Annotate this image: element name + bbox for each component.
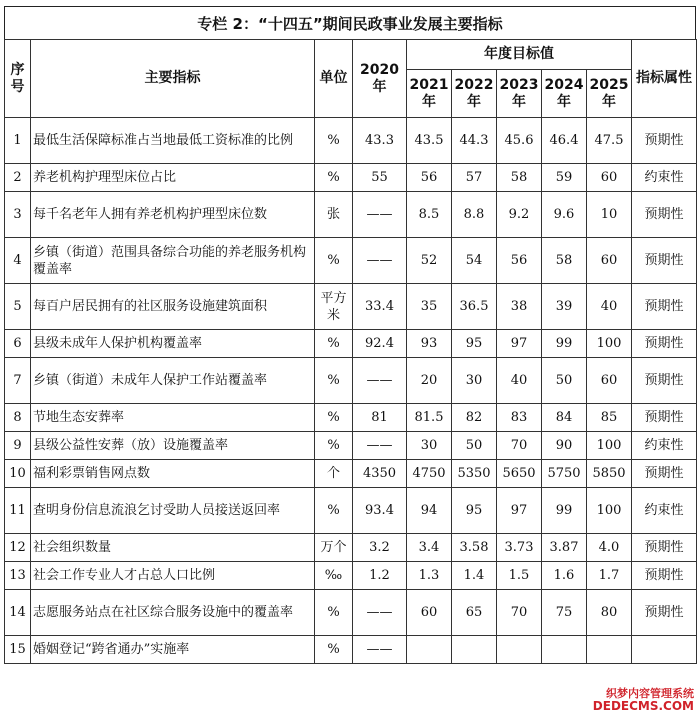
table-row [5, 534, 697, 562]
cell-2025: 100 [587, 432, 632, 460]
header-year-2025: 2025 年 [587, 70, 632, 118]
cell-2021: 30 [407, 432, 452, 460]
cell-unit: % [315, 590, 353, 636]
cell-2020: —— [353, 238, 407, 284]
cell-indicator: 县级公益性安葬（放）设施覆盖率 [31, 432, 315, 460]
cell-attribute: 预期性 [632, 562, 697, 590]
cell-2021: 56 [407, 164, 452, 192]
table-row [5, 330, 697, 358]
cell-2025: 100 [587, 330, 632, 358]
cell-2024: 99 [542, 330, 587, 358]
cell-2021: 8.5 [407, 192, 452, 238]
cell-2021 [407, 636, 452, 664]
table-row [5, 238, 697, 284]
cell-2024: 9.6 [542, 192, 587, 238]
cell-2025: 5850 [587, 460, 632, 488]
cell-indicator: 最低生活保障标准占当地最低工资标准的比例 [31, 118, 315, 164]
header-indicator: 主要指标 [31, 40, 315, 118]
cell-2025: 40 [587, 284, 632, 330]
cell-2023: 83 [497, 404, 542, 432]
cell-2021: 3.4 [407, 534, 452, 562]
cell-2020: —— [353, 590, 407, 636]
header-target-group: 年度目标值 [407, 40, 632, 70]
cell-2023: 97 [497, 330, 542, 358]
header-year-2021: 2021 年 [407, 70, 452, 118]
cell-2021: 1.3 [407, 562, 452, 590]
table-row [5, 164, 697, 192]
cell-2024: 50 [542, 358, 587, 404]
cell-2024: 59 [542, 164, 587, 192]
cell-2020: —— [353, 432, 407, 460]
cell-seq: 3 [5, 192, 31, 238]
cell-2022: 57 [452, 164, 497, 192]
cell-attribute: 预期性 [632, 358, 697, 404]
cell-2020: —— [353, 192, 407, 238]
watermark-line1: 织梦内容管理系统 [606, 687, 694, 700]
cell-seq: 4 [5, 238, 31, 284]
cell-2025: 47.5 [587, 118, 632, 164]
cell-2021: 52 [407, 238, 452, 284]
cell-unit: 个 [315, 460, 353, 488]
cell-2023: 5650 [497, 460, 542, 488]
table-row [5, 590, 697, 636]
cell-unit: % [315, 636, 353, 664]
cell-seq: 8 [5, 404, 31, 432]
cell-2024: 99 [542, 488, 587, 534]
cell-2021: 94 [407, 488, 452, 534]
cell-2022: 8.8 [452, 192, 497, 238]
cell-2024: 39 [542, 284, 587, 330]
cell-unit: % [315, 330, 353, 358]
cell-2022: 50 [452, 432, 497, 460]
header-attribute: 指标属性 [632, 40, 697, 118]
cell-2020: 55 [353, 164, 407, 192]
cell-seq: 9 [5, 432, 31, 460]
cell-attribute: 预期性 [632, 238, 697, 284]
cell-attribute: 预期性 [632, 534, 697, 562]
cell-2025: 1.7 [587, 562, 632, 590]
cell-2023: 58 [497, 164, 542, 192]
cell-indicator: 县级未成年人保护机构覆盖率 [31, 330, 315, 358]
cell-seq: 2 [5, 164, 31, 192]
cell-attribute: 约束性 [632, 488, 697, 534]
table-row [5, 460, 697, 488]
cell-2024: 84 [542, 404, 587, 432]
cell-indicator: 志愿服务站点在社区综合服务设施中的覆盖率 [31, 590, 315, 636]
cell-seq: 14 [5, 590, 31, 636]
cell-2020: —— [353, 358, 407, 404]
cell-2025: 80 [587, 590, 632, 636]
header-unit: 单位 [315, 40, 353, 118]
cell-2020: 81 [353, 404, 407, 432]
cell-2023: 70 [497, 590, 542, 636]
cell-2023: 97 [497, 488, 542, 534]
cell-indicator: 养老机构护理型床位占比 [31, 164, 315, 192]
table-title: 专栏 2：“十四五”期间民政事业发展主要指标 [4, 6, 696, 39]
cell-2022: 3.58 [452, 534, 497, 562]
cell-attribute: 预期性 [632, 404, 697, 432]
cell-seq: 1 [5, 118, 31, 164]
cell-indicator: 每百户居民拥有的社区服务设施建筑面积 [31, 284, 315, 330]
cell-attribute: 预期性 [632, 284, 697, 330]
cell-2025: 10 [587, 192, 632, 238]
cell-2022: 54 [452, 238, 497, 284]
cell-unit: 张 [315, 192, 353, 238]
watermark-line2: DEDECMS.COM [592, 699, 694, 713]
cell-2020: 4350 [353, 460, 407, 488]
cell-2024: 58 [542, 238, 587, 284]
cell-indicator: 节地生态安葬率 [31, 404, 315, 432]
cell-2025: 60 [587, 238, 632, 284]
table-row [5, 562, 697, 590]
table-row [5, 488, 697, 534]
header-seq: 序号 [5, 40, 31, 118]
cell-2023: 56 [497, 238, 542, 284]
cell-2024: 1.6 [542, 562, 587, 590]
cell-seq: 10 [5, 460, 31, 488]
cell-2022: 30 [452, 358, 497, 404]
cell-2024 [542, 636, 587, 664]
cell-2020: 43.3 [353, 118, 407, 164]
table-row [5, 358, 697, 404]
cell-indicator: 社会工作专业人才占总人口比例 [31, 562, 315, 590]
header-year-2022: 2022 年 [452, 70, 497, 118]
cell-2025 [587, 636, 632, 664]
cell-unit: % [315, 488, 353, 534]
table-row [5, 118, 697, 164]
cell-2022: 95 [452, 330, 497, 358]
cell-indicator: 福利彩票销售网点数 [31, 460, 315, 488]
cell-unit: ‰ [315, 562, 353, 590]
table-row [5, 192, 697, 238]
cell-seq: 6 [5, 330, 31, 358]
cell-seq: 11 [5, 488, 31, 534]
table-row [5, 284, 697, 330]
cell-2025: 60 [587, 164, 632, 192]
cell-2022 [452, 636, 497, 664]
table-row [5, 404, 697, 432]
cell-attribute: 约束性 [632, 164, 697, 192]
cell-2023: 38 [497, 284, 542, 330]
cell-2024: 90 [542, 432, 587, 460]
table-body [5, 118, 697, 664]
indicator-table [4, 39, 697, 664]
cell-unit: % [315, 404, 353, 432]
cell-unit: % [315, 118, 353, 164]
cell-unit: % [315, 238, 353, 284]
header-2020: 2020 年 [353, 40, 407, 118]
cell-unit: % [315, 164, 353, 192]
cell-indicator: 婚姻登记“跨省通办”实施率 [31, 636, 315, 664]
cell-unit: 万个 [315, 534, 353, 562]
cell-2021: 35 [407, 284, 452, 330]
cell-attribute: 预期性 [632, 460, 697, 488]
cell-2022: 36.5 [452, 284, 497, 330]
cell-2020: 1.2 [353, 562, 407, 590]
cell-2024: 3.87 [542, 534, 587, 562]
cell-attribute: 约束性 [632, 432, 697, 460]
cell-attribute [632, 636, 697, 664]
cell-2021: 81.5 [407, 404, 452, 432]
cell-2024: 75 [542, 590, 587, 636]
cell-indicator: 乡镇（街道）范围具备综合功能的养老服务机构覆盖率 [31, 238, 315, 284]
cell-2025: 85 [587, 404, 632, 432]
cell-2025: 60 [587, 358, 632, 404]
cell-2022: 65 [452, 590, 497, 636]
header-year-2024: 2024 年 [542, 70, 587, 118]
cell-indicator: 查明身份信息流浪乞讨受助人员接送返回率 [31, 488, 315, 534]
cell-2023: 70 [497, 432, 542, 460]
cell-2021: 93 [407, 330, 452, 358]
cell-2022: 5350 [452, 460, 497, 488]
cell-2025: 4.0 [587, 534, 632, 562]
cell-seq: 7 [5, 358, 31, 404]
watermark [593, 687, 694, 713]
cell-2021: 4750 [407, 460, 452, 488]
cell-2020: 93.4 [353, 488, 407, 534]
cell-attribute: 预期性 [632, 118, 697, 164]
indicator-table-panel [4, 6, 696, 664]
cell-unit: 平方米 [315, 284, 353, 330]
cell-seq: 15 [5, 636, 31, 664]
cell-attribute: 预期性 [632, 590, 697, 636]
cell-2025: 100 [587, 488, 632, 534]
cell-2021: 20 [407, 358, 452, 404]
cell-2022: 1.4 [452, 562, 497, 590]
cell-2023: 1.5 [497, 562, 542, 590]
header-year-2023: 2023 年 [497, 70, 542, 118]
cell-unit: % [315, 432, 353, 460]
cell-2021: 60 [407, 590, 452, 636]
cell-2023: 3.73 [497, 534, 542, 562]
cell-2023: 9.2 [497, 192, 542, 238]
cell-indicator: 乡镇（街道）未成年人保护工作站覆盖率 [31, 358, 315, 404]
cell-2024: 46.4 [542, 118, 587, 164]
cell-2022: 44.3 [452, 118, 497, 164]
cell-seq: 5 [5, 284, 31, 330]
cell-2022: 95 [452, 488, 497, 534]
cell-2020: —— [353, 636, 407, 664]
cell-2023: 45.6 [497, 118, 542, 164]
cell-2020: 33.4 [353, 284, 407, 330]
cell-attribute: 预期性 [632, 330, 697, 358]
cell-attribute: 预期性 [632, 192, 697, 238]
cell-indicator: 每千名老年人拥有养老机构护理型床位数 [31, 192, 315, 238]
cell-2021: 43.5 [407, 118, 452, 164]
cell-2022: 82 [452, 404, 497, 432]
cell-2020: 3.2 [353, 534, 407, 562]
cell-seq: 12 [5, 534, 31, 562]
cell-2023 [497, 636, 542, 664]
table-row [5, 636, 697, 664]
cell-indicator: 社会组织数量 [31, 534, 315, 562]
cell-2023: 40 [497, 358, 542, 404]
cell-2024: 5750 [542, 460, 587, 488]
cell-seq: 13 [5, 562, 31, 590]
cell-2020: 92.4 [353, 330, 407, 358]
table-row [5, 432, 697, 460]
cell-unit: % [315, 358, 353, 404]
